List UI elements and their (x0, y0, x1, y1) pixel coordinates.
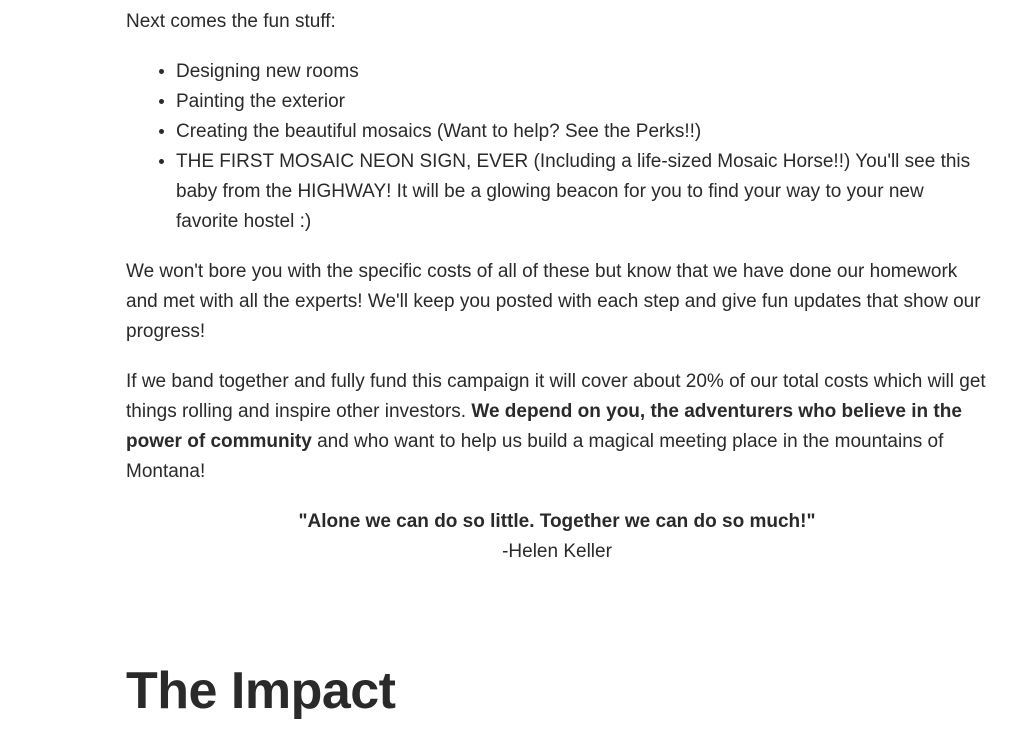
funding-text-start: If we band together and fully fund this campaign it will cover about 20% of our total costs which will get things rolling and inspire other investors. (126, 371, 986, 422)
intro-text: Next comes the fun stuff: (126, 11, 336, 32)
article-body (126, 7, 988, 567)
list-item: • Creating the beautiful mosaics (Want to help? See the Perks!!) (176, 117, 988, 147)
quote-text: "Alone we can do so little. Together we can do so much!" (298, 511, 816, 532)
funding-text-end: and who want to help us build a magical meeting place in the mountains of Montana! (126, 431, 944, 482)
list-item: • THE FIRST MOSAIC NEON SIGN, EVER (Including a life-sized Mosaic Horse!!) You'll see this baby from the HIGHWAY! It will be a glowing beacon for you to find your way to your new favorite hostel :) (176, 147, 988, 237)
quote-author: -Helen Keller (502, 541, 612, 562)
fun-stuff-list (126, 57, 988, 237)
quote-block (126, 507, 988, 567)
costs-paragraph: We won't bore you with the specific costs of all of these but know that we have done our homework and met with all the experts! We'll keep you posted with each step and give fun updates that show our progress! (126, 261, 981, 342)
list-item: • Designing new rooms (176, 57, 988, 87)
section-title-impact: The Impact (126, 662, 396, 720)
list-item: • Painting the exterior (176, 87, 988, 117)
funding-emphasis: We depend on you, the adventurers who believe in the power of community (126, 401, 962, 452)
funding-paragraph (126, 367, 988, 487)
